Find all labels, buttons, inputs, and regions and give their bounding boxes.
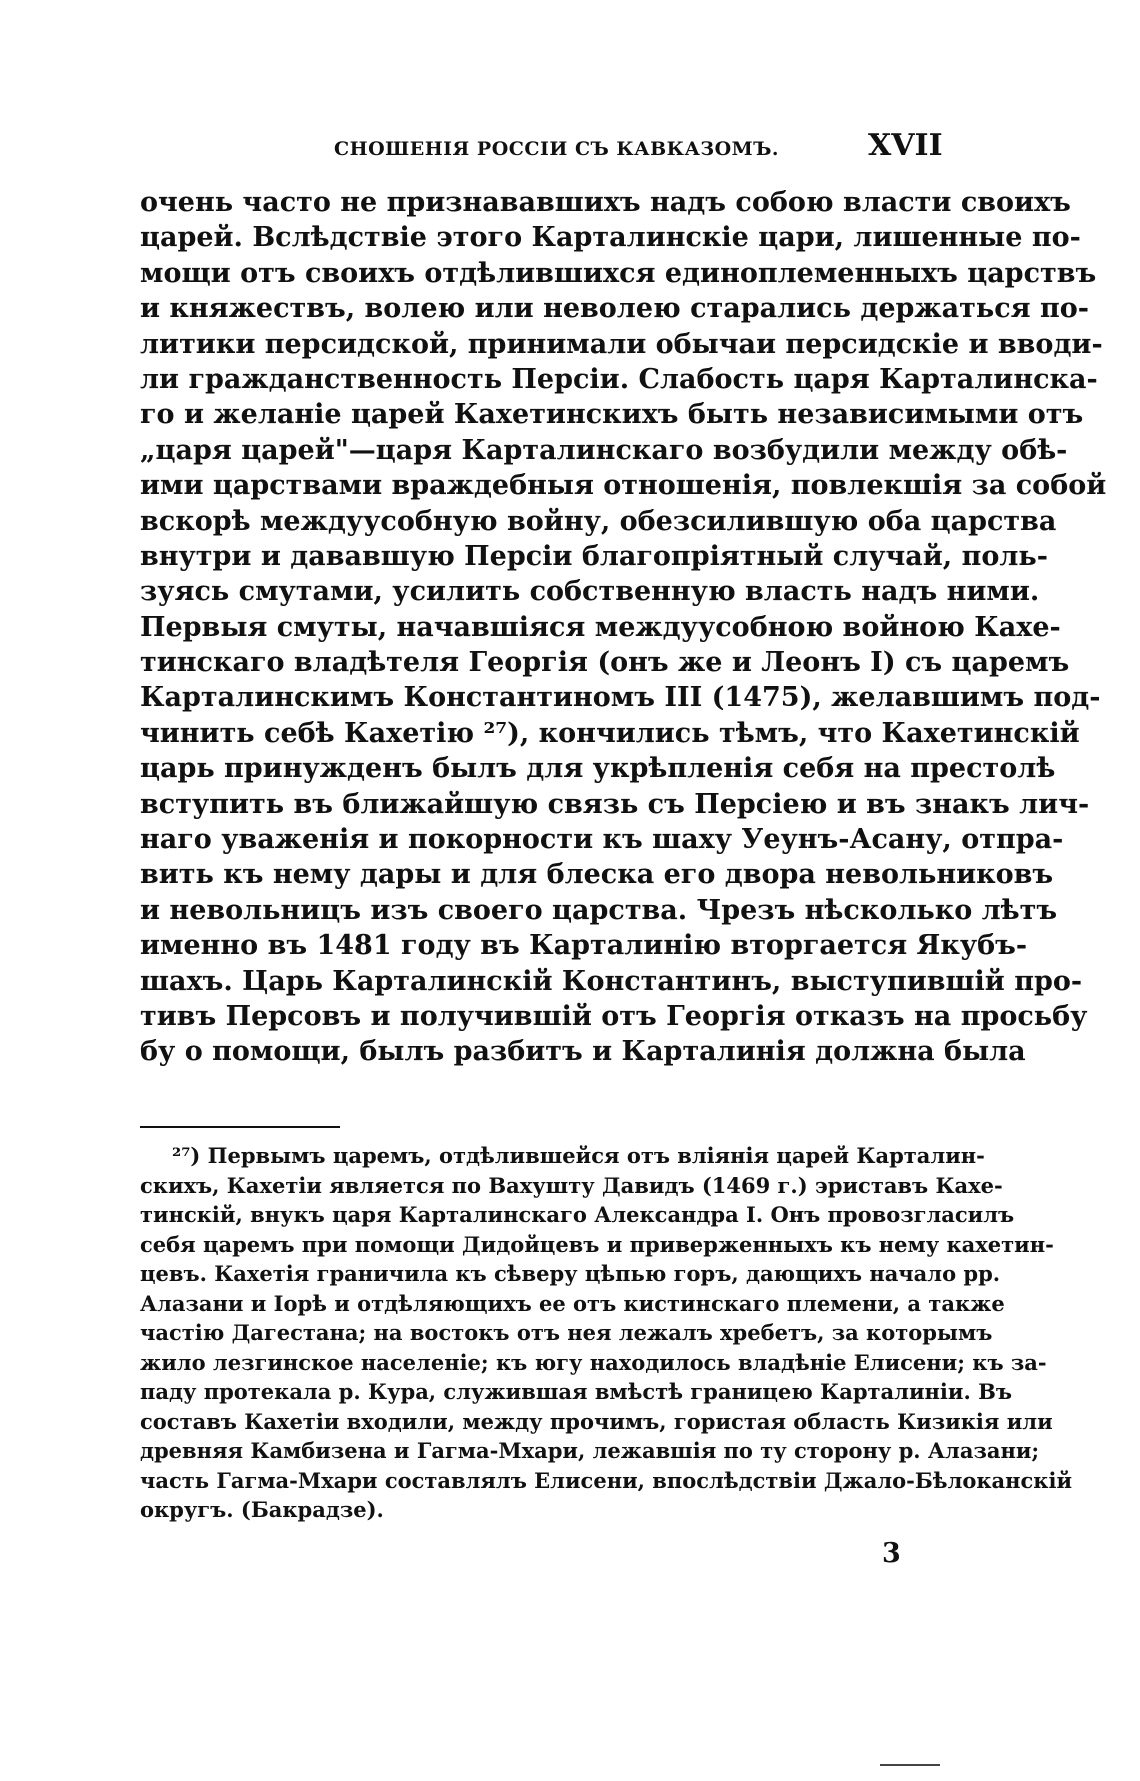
footnote-line: древняя Камбизена и Гагма-Мхари, лежавшія по ту сторону р. Алазани;: [140, 1438, 1040, 1463]
body-line: мощи отъ своихъ отдѣлившихся единоплеменныхъ царствъ: [140, 257, 1097, 289]
body-line: бу о помощи, былъ разбитъ и Карталинія должна была: [140, 1036, 1026, 1068]
footnote-line: округъ. (Бакрадзе).: [140, 1497, 384, 1522]
body-line: чинить себѣ Кахетію ²⁷), кончились тѣмъ, что Кахетинскій: [140, 717, 1080, 749]
signature-mark: 3: [882, 1538, 901, 1569]
footnote-line: Алазани и Іорѣ и отдѣляющихъ ее отъ кистинскаго племени, а также: [140, 1290, 1005, 1316]
footnote-line: тинскій, внукъ царя Карталинскаго Александра I. Онъ провозгласилъ: [140, 1202, 1015, 1227]
body-line: царь принужденъ былъ для укрѣпленія себя на престолѣ: [140, 753, 1056, 785]
body-line: зуясь смутами, усилить собственную власть надъ ними.: [140, 576, 1040, 608]
footnote-line: скихъ, Кахетіи является по Вахушту Давидъ (1469 г.) эриставъ Кахе-: [140, 1172, 1003, 1198]
footnote-line: составъ Кахетіи входили, между прочимъ, гористая область Кизикія или: [140, 1408, 1053, 1434]
body-line: вскорѣ междуусобную войну, обезсилившую оба царства: [140, 505, 1057, 537]
footnote-separator: [140, 1126, 340, 1128]
body-line: го и желаніе царей Кахетинскихъ быть независимыми отъ: [140, 399, 1084, 431]
body-line: внутри и дававшую Персіи благопріятный случай, поль-: [140, 540, 1048, 572]
page-number-roman: XVII: [868, 128, 943, 163]
main-text: [140, 185, 1107, 1070]
footnote-line: часть Гагма-Мхари составлялъ Елисени, впослѣдствіи Джало-Бѣлоканскій: [140, 1467, 1073, 1493]
body-line: Карталинскимъ Константиномъ III (1475), желавшимъ под-: [140, 682, 1101, 714]
body-line: очень часто не признававшихъ надъ собою власти своихъ: [140, 187, 1071, 218]
footnote-line: жило лезгинское населеніе; къ югу находилось владѣніе Елисени; къ за-: [140, 1349, 1047, 1375]
footnote-line: паду протекала р. Кура, служившая вмѣстѣ границею Карталиніи. Въ: [140, 1379, 1012, 1404]
body-line: литики персидской, принимали обычаи персидскіе и вводи-: [140, 328, 1103, 360]
page-edge-mark: [880, 1758, 940, 1766]
body-line: ими царствами враждебныя отношенія, повлекшія за собой: [140, 470, 1107, 502]
body-line: царей. Вслѣдствіе этого Карталинскіе цари, лишенные по-: [140, 222, 1081, 254]
body-line: вступить въ ближайшую связь съ Персіею и въ знакъ лич-: [140, 788, 1090, 820]
body-line: тинскаго владѣтеля Георгія (онъ же и Леонъ I) съ царемъ: [140, 647, 1070, 679]
body-line: и княжествъ, волею или неволею старались держаться по-: [140, 293, 1089, 325]
running-head: СНОШЕНІЯ РОССІИ СЪ КАВКАЗОМЪ.: [334, 138, 780, 160]
footnote-line: частію Дагестана; на востокъ отъ нея лежалъ хребетъ, за которымъ: [140, 1320, 993, 1345]
body-line: ли гражданственность Персіи. Слабость царя Карталинска-: [140, 363, 1098, 395]
body-line: вить къ нему дары и для блеска его двора невольниковъ: [140, 859, 1054, 891]
footnote: [140, 1141, 1073, 1525]
footnote-line: себя царемъ при помощи Дидойцевъ и приверженныхъ къ нему кахетин-: [140, 1231, 1054, 1257]
body-line: шахъ. Царь Карталинскій Константинъ, выступившій про-: [140, 965, 1083, 997]
body-line: и невольницъ изъ своего царства. Чрезъ нѣсколько лѣтъ: [140, 894, 1058, 926]
body-line: Первыя смуты, начавшіяся междуусобною войною Кахе-: [140, 611, 1061, 643]
body-line: „царя царей"—царя Карталинскаго возбудили между обѣ-: [140, 434, 1068, 466]
body-line: именно въ 1481 году въ Карталинію вторгается Якубъ-: [140, 930, 1028, 962]
footnote-line: ²⁷) Первымъ царемъ, отдѣлившейся отъ вліянія царей Карталин-: [172, 1143, 985, 1168]
footnote-line: цевъ. Кахетія граничила къ сѣверу цѣпью горъ, дающихъ начало рр.: [140, 1261, 1001, 1286]
body-line: тивъ Персовъ и получившій отъ Георгія отказъ на просьбу: [140, 1000, 1088, 1032]
body-line: наго уваженія и покорности къ шаху Уеунъ-Асану, отпра-: [140, 824, 1064, 856]
